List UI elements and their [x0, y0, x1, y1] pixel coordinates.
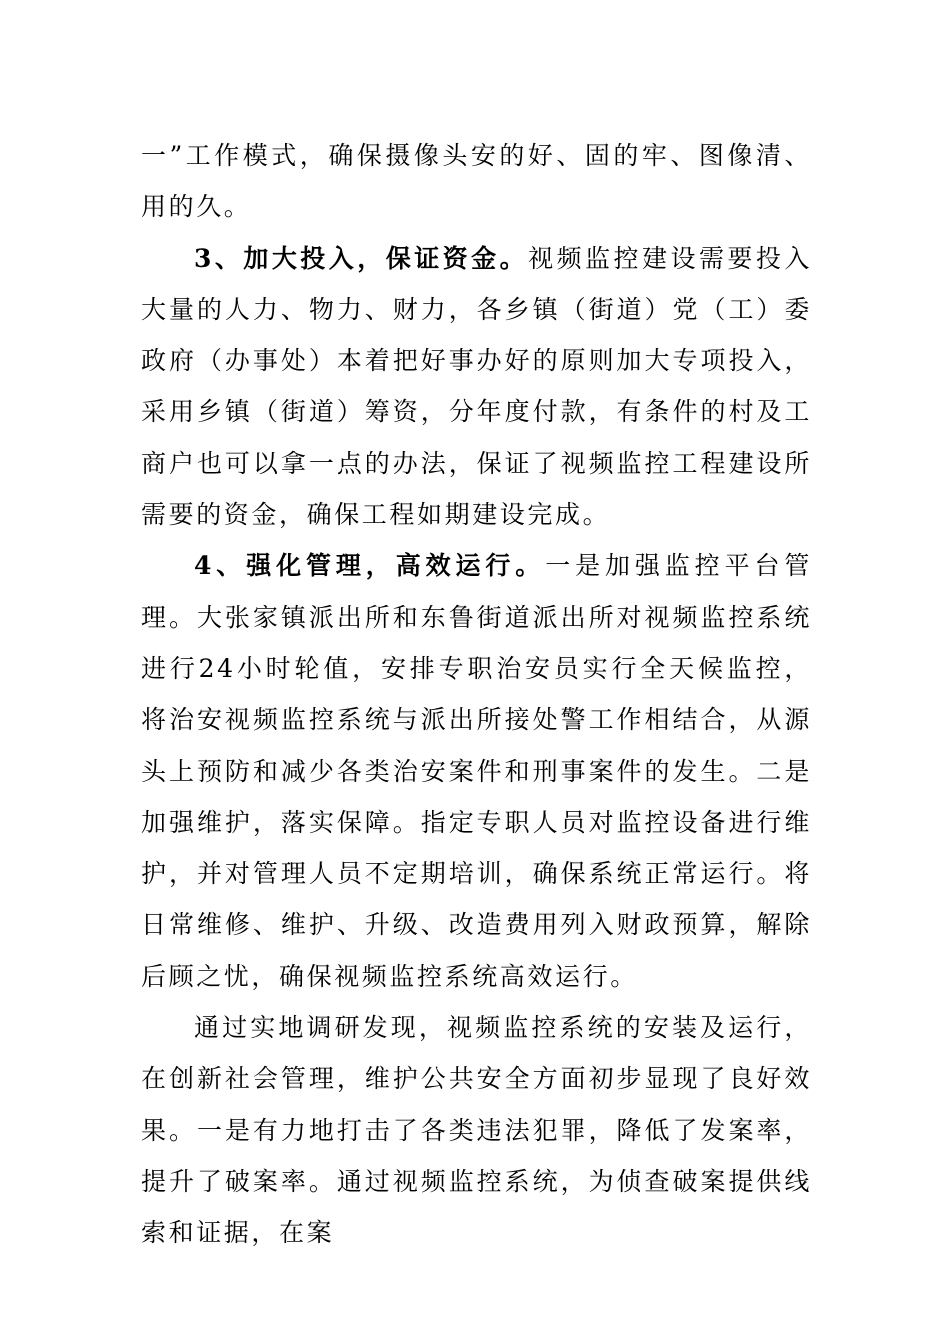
paragraph-text: 一是加强监控平台管理。大张家镇派出所和东鲁街道派出所对视频监控系统进行24小时轮值，安排专职治安员实行全天候监控，将治安视频监控系统与派出所接处警工作相结合，从源头上预防和减少各类治安案件和刑事案件的发生。二是加强维护，落实保障。指定专职人员对监控设备进行维护，并对管理人员不定期培训，确保系统正常运行。将日常维修、维护、升级、改造费用列入财政预算，解除后顾之忧，确保视频监控系统高效运行。	[141, 551, 812, 991]
paragraph-heading: 3、加大投入，保证资金。	[194, 243, 529, 273]
paragraph-continuation	[141, 130, 812, 233]
paragraph-heading: 4、强化管理，高效运行。	[194, 551, 546, 581]
paragraph-text: 视频监控建设需要投入大量的人力、物力、财力，各乡镇（街道）党（工）委政府（办事处）本着把好事办好的原则加大专项投入，采用乡镇（街道）筹资，分年度付款，有条件的村及工商户也可以拿一点的办法，保证了视频监控工程建设所需要的资金，确保工程如期建设完成。	[141, 243, 812, 530]
paragraph-funding	[141, 233, 812, 541]
paragraph-management	[141, 540, 812, 1002]
paragraph-text: 通过实地调研发现，视频监控系统的安装及运行，在创新社会管理，维护公共安全方面初步显现了良好效果。一是有力地打击了各类违法犯罪，降低了发案率，提升了破案率。通过视频监控系统，为侦查破案提供线索和证据，在案	[141, 1013, 812, 1248]
paragraph-text: 一”工作模式，确保摄像头安的好、固的牢、图像清、用的久。	[141, 141, 812, 222]
document-body	[141, 130, 812, 1259]
paragraph-findings	[141, 1002, 812, 1258]
